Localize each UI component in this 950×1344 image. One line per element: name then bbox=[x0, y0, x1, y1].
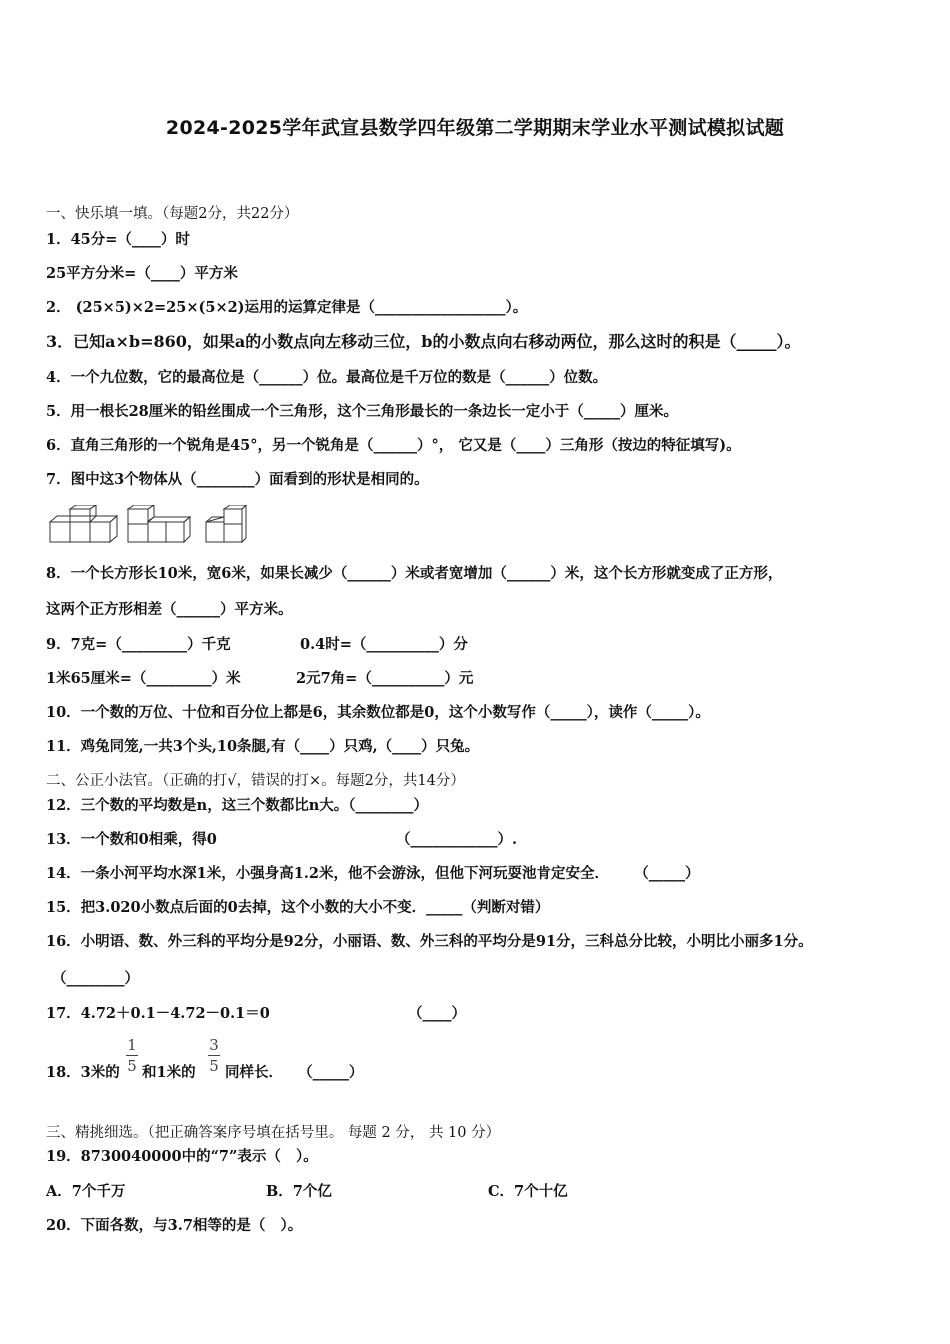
fraction-one-fifth bbox=[126, 1036, 138, 1075]
question-1b: 25平方分米=（____）平方米 bbox=[46, 265, 238, 282]
question-17-answer: （____） bbox=[408, 1005, 466, 1022]
question-15: 15．把3.020小数点后面的0去掉，这个小数的大小不变．_____（判断对错） bbox=[46, 899, 550, 916]
question-18-part3: 同样长． （_____） bbox=[225, 1064, 364, 1081]
question-16a: 16．小明语、数、外三科的平均分是92分，小丽语、数、外三科的平均分是91分，三科总分比较，小明比小丽多1分。 bbox=[46, 933, 813, 950]
question-3: 3．已知a×b=860，如果a的小数点向左移动三位，b的小数点向右移动两位，那么这时的积是（_____）。 bbox=[46, 332, 801, 351]
cube-figures-image bbox=[48, 505, 248, 545]
question-8b: 这两个正方形相差（______）平方米。 bbox=[46, 601, 293, 618]
question-6: 6．直角三角形的一个锐角是45°，另一个锐角是（______）°， 它又是（____）三角形（按边的特征填写)。 bbox=[46, 437, 741, 454]
question-18-part1: 18．3米的 bbox=[46, 1064, 120, 1081]
question-2: 2． (25×5)×2=25×(5×2)运用的运算定律是（__________________）。 bbox=[46, 299, 528, 316]
fraction-three-fifths bbox=[208, 1036, 220, 1075]
section-heading-3: 三、精挑细选。（把正确答案序号填在括号里。 每题 2 分， 共 10 分） bbox=[46, 1125, 501, 1141]
cube-figure-2 bbox=[128, 505, 190, 542]
section-heading-1: 一、快乐填一填。（每题2分，共22分） bbox=[46, 206, 299, 222]
question-9a-right: 0.4时=（__________）分 bbox=[300, 636, 468, 653]
question-9a-left: 9．7克=（_________）千克 bbox=[46, 636, 231, 653]
question-5: 5．用一根长28厘米的铅丝围成一个三角形，这个三角形最长的一条边长一定小于（_____）厘米。 bbox=[46, 403, 679, 420]
fraction-numerator: 3 bbox=[209, 1036, 219, 1054]
question-13-text: 13．一个数和0相乘，得0 bbox=[46, 831, 217, 848]
question-9b-right: 2元7角=（__________）元 bbox=[296, 670, 474, 687]
question-11: 11．鸡兔同笼,一共3个头,10条腿,有（____）只鸡,（____）只兔。 bbox=[46, 738, 480, 755]
question-14: 14．一条小河平均水深1米，小强身高1.2米，他不会游泳，但他下河玩耍池肯定安全． （_____） bbox=[46, 865, 700, 882]
question-10: 10．一个数的万位、十位和百分位上都是6，其余数位都是0，这个小数写作（_____），读作（_____）。 bbox=[46, 704, 710, 721]
question-20: 20．下面各数，与3.7相等的是（ ）。 bbox=[46, 1217, 303, 1234]
page-title: 2024-2025学年武宣县数学四年级第二学期期末学业水平测试模拟试题 bbox=[165, 117, 785, 139]
question-18-part2: 和1米的 bbox=[142, 1064, 196, 1081]
option-19-c: C．7个十亿 bbox=[488, 1183, 568, 1200]
question-17-text: 17．4.72＋0.1－4.72－0.1＝0 bbox=[46, 1005, 270, 1022]
option-19-b: B．7个亿 bbox=[266, 1183, 332, 1200]
question-4: 4．一个九位数，它的最高位是（______）位。最高位是千万位的数是（______）位数。 bbox=[46, 369, 608, 386]
fraction-numerator: 1 bbox=[127, 1036, 137, 1054]
question-12: 12．三个数的平均数是n，这三个数都比n大。（________） bbox=[46, 797, 429, 814]
question-13-answer: （____________）. bbox=[396, 831, 518, 848]
cube-figure-3 bbox=[206, 505, 246, 542]
question-16b: （________） bbox=[52, 970, 139, 987]
fraction-denominator: 5 bbox=[209, 1057, 219, 1075]
section-heading-2: 二、公正小法官。（正确的打√，错误的打×。每题2分，共14分） bbox=[46, 773, 465, 789]
cube-figure-1 bbox=[50, 505, 117, 542]
question-19: 19．8730040000中的“7”表示（ ）。 bbox=[46, 1148, 318, 1165]
question-1a: 1．45分=（____）时 bbox=[46, 231, 190, 248]
fraction-denominator: 5 bbox=[127, 1057, 137, 1075]
question-7: 7．图中这3个物体从（________）面看到的形状是相同的。 bbox=[46, 471, 429, 488]
question-9b-left: 1米65厘米=（_________）米 bbox=[46, 670, 241, 687]
option-19-a: A．7个千万 bbox=[46, 1183, 126, 1200]
question-8a: 8．一个长方形长10米，宽6米，如果长减少（______）米或者宽增加（______）米，这个长方形就变成了正方形， bbox=[46, 565, 783, 582]
